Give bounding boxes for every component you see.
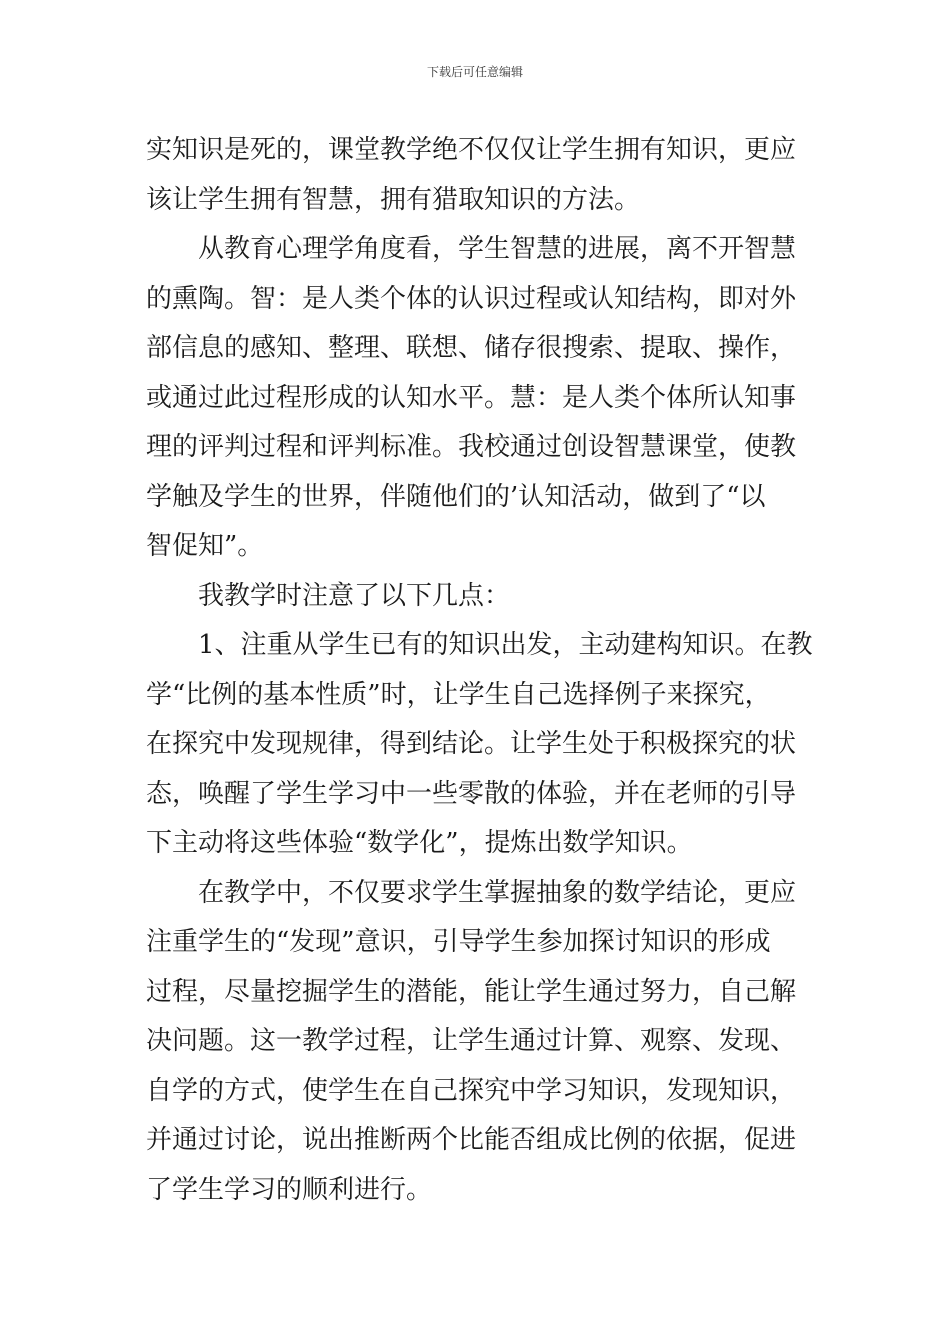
text-line: 学“比例的基本性质”时，让学生自己选择例子来探究， [146,679,771,710]
text-line: 该让学生拥有智慧，拥有猎取知识的方法。 [146,184,641,215]
paragraph-first-line: 我教学时注意了以下几点： [198,580,511,611]
text-line: 并通过讨论，说出推断两个比能否组成比例的依据，促进 [146,1125,797,1155]
text-line: 实知识是死的，课堂教学绝不仅仅让学生拥有知识，更应 [146,135,797,165]
text-line: 学触及学生的世界，伴随他们的’认知活动，做到了“以 [146,481,766,512]
text-line: 或通过此过程形成的认知水平。慧：是人类个体所认知事 [146,382,797,413]
text-line: 决问题。这一教学过程，让学生通过计算、观察、发现、 [146,1026,797,1056]
text-line: 过程，尽量挖掘学生的潜能，能让学生通过努力，自己解 [146,976,797,1007]
text-line: 理的评判过程和评判标准。我校通过创设智慧课堂，使教 [146,432,797,462]
text-line: 自学的方式，使学生在自己探究中学习知识，发现知识， [146,1075,797,1106]
text-line: 在探究中发现规律，得到结论。让学生处于积极探究的状 [146,729,797,759]
paragraph-first-line: 从教育心理学角度看，学生智慧的进展，离不开智慧 [198,234,797,264]
text-line: 态，唤醒了学生学习中一些零散的体验，并在老师的引导 [146,778,797,809]
text-line: 的熏陶。智：是人类个体的认识过程或认知结构，即对外 [146,283,797,314]
text-line: 了学生学习的顺利进行。 [146,1174,433,1205]
page-header: 下载后可任意编辑 [426,65,523,79]
paragraph-first-line: 1、注重从学生已有的知识出发，主动建构知识。在教 [198,630,813,660]
text-line: 下主动将这些体验“数学化”，提炼出数学知识。 [146,828,693,858]
text-line: 注重学生的“发现”意识，引导学生参加探讨知识的形成 [146,927,771,957]
text-line: 智促知”。 [146,531,264,561]
paragraph-first-line: 在教学中，不仅要求学生掌握抽象的数学结论，更应 [198,877,797,908]
text-line: 部信息的感知、整理、联想、储存很搜索、提取、操作， [146,333,797,363]
document-body [146,126,813,1215]
